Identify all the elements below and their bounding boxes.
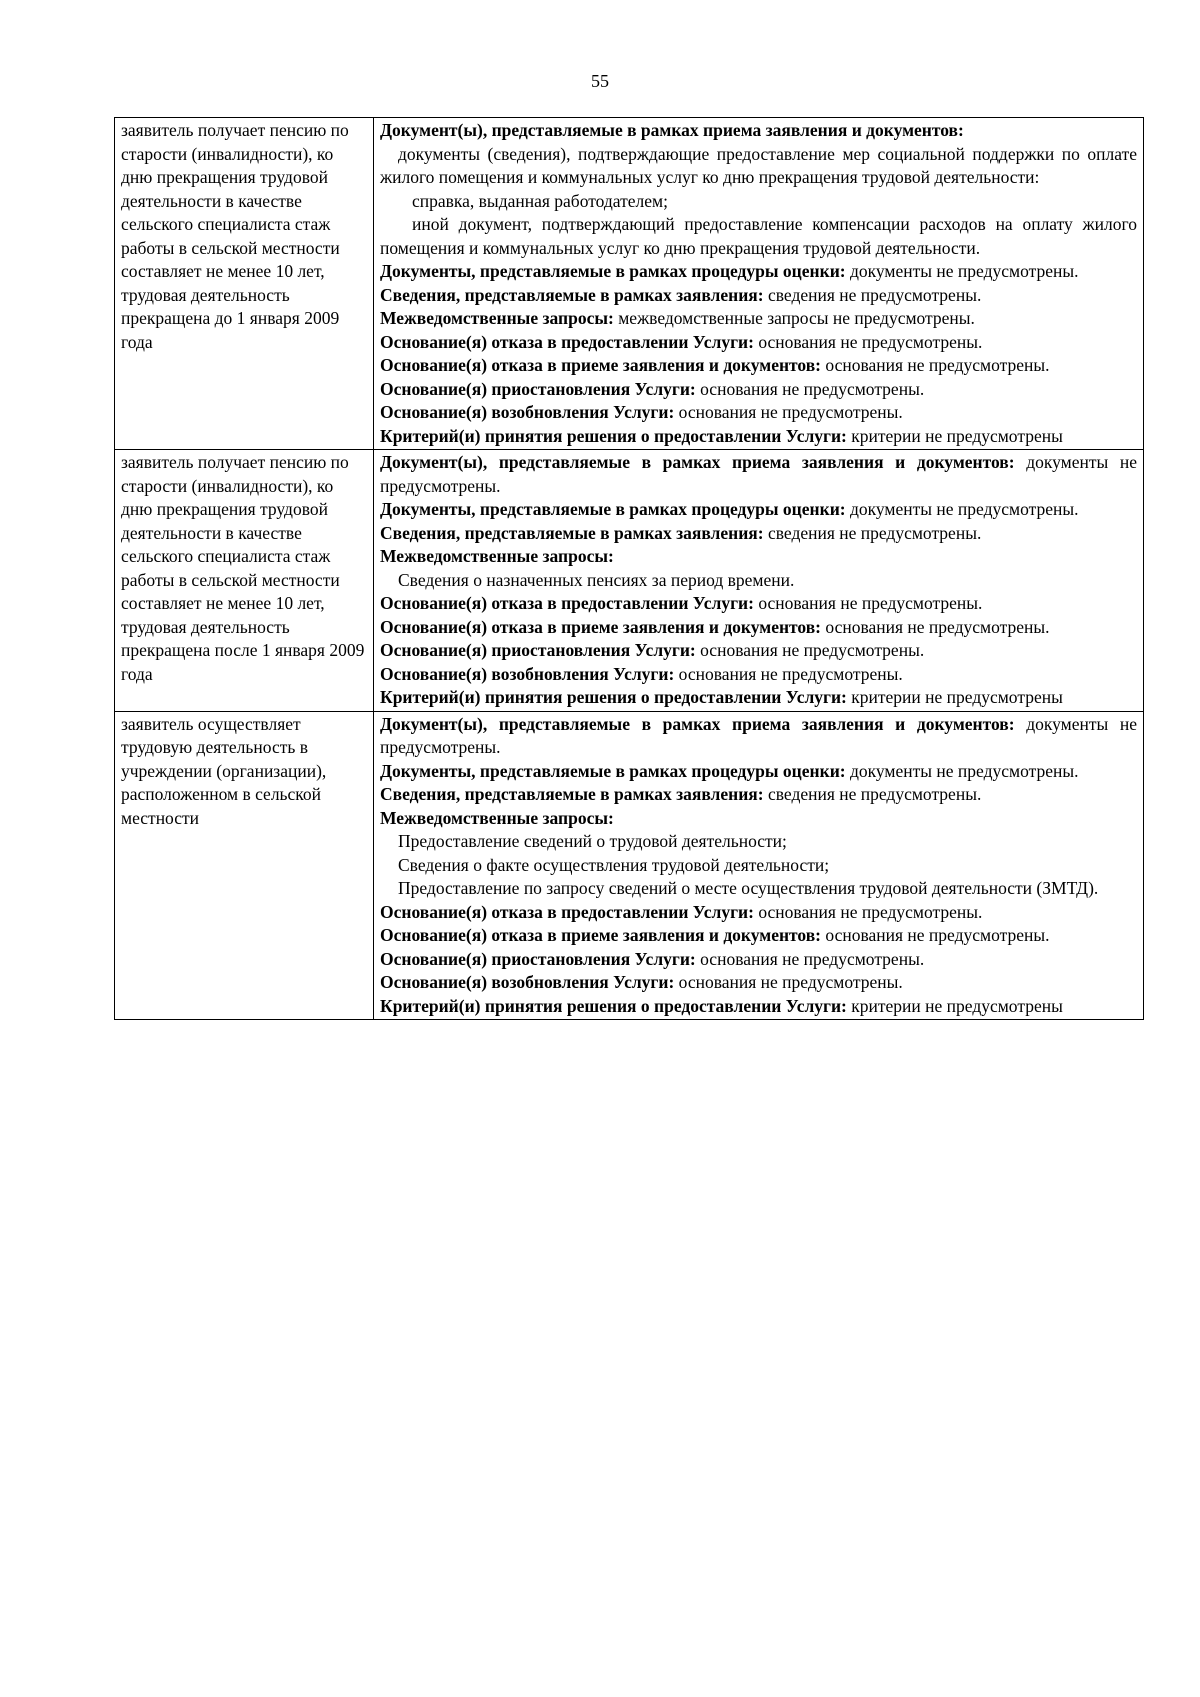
table-row xyxy=(115,450,1144,712)
criteria-line xyxy=(380,425,1137,449)
resume-value: основания не предусмотрены. xyxy=(678,972,903,992)
interagency-line xyxy=(380,545,1137,569)
docs-submitted-line xyxy=(380,451,1137,498)
refuse-service-line xyxy=(380,331,1137,355)
resume-label: Основание(я) возобновления Услуги: xyxy=(380,402,675,422)
table-row xyxy=(115,711,1144,1020)
refuse-service-line xyxy=(380,592,1137,616)
docs-submitted-line xyxy=(380,119,1137,143)
suspend-value: основания не предусмотрены. xyxy=(700,378,925,399)
interagency-item: Сведения о назначенных пенсиях за период времени. xyxy=(398,569,795,590)
refuse-service-value: основания не предусмотрены. xyxy=(758,331,983,352)
docs-assessment-line xyxy=(380,498,1137,522)
refuse-accept-label: Основание(я) отказа в приеме заявления и документов: xyxy=(380,355,822,375)
criteria-line xyxy=(380,686,1137,710)
interagency-value: межведомственные запросы не предусмотрены. xyxy=(618,308,975,328)
docs-submitted-item: иной документ, подтверждающий предоставление компенсации расходов на оплату жилого помещения и коммунальных услуг ко дню прекращения трудовой деятельности. xyxy=(380,214,1137,258)
suspend-value: основания не предусмотрены. xyxy=(700,640,925,660)
suspend-line xyxy=(380,639,1137,663)
info-value: сведения не предусмотрены. xyxy=(767,784,982,804)
table-row xyxy=(115,118,1144,450)
docs-assessment-value: документы не предусмотрены. xyxy=(850,499,1079,519)
description-cell xyxy=(374,118,1144,450)
suspend-value: основания не предусмотрены. xyxy=(700,948,925,969)
docs-submitted-line xyxy=(380,713,1137,760)
suspend-line xyxy=(380,378,1137,402)
suspend-line xyxy=(380,948,1137,972)
interagency-item: Сведения о факте осуществления трудовой деятельности; xyxy=(398,854,830,875)
interagency-item: Предоставление по запросу сведений о месте осуществления трудовой деятельности (ЗМТД). xyxy=(398,878,1099,898)
docs-submitted-label: Документ(ы), представляемые в рамках приема заявления и документов: xyxy=(380,452,1015,472)
criteria-value: критерии не предусмотрены xyxy=(851,687,1063,707)
refuse-accept-line xyxy=(380,354,1137,378)
refuse-accept-value: основания не предусмотрены. xyxy=(825,925,1050,945)
docs-assessment-label: Документы, представляемые в рамках процедуры оценки: xyxy=(380,261,846,281)
interagency-label: Межведомственные запросы: xyxy=(380,546,614,566)
docs-assessment-label: Документы, представляемые в рамках процедуры оценки: xyxy=(380,499,846,519)
refuse-service-label: Основание(я) отказа в предоставлении Услуги: xyxy=(380,331,754,352)
docs-assessment-line xyxy=(380,260,1137,284)
condition-cell: заявитель получает пенсию по старости (инвалидности), ко дню прекращения трудовой деятельности в качестве сельского специалиста стаж работы в сельской местности составляет не менее 10 лет, трудовая деятельность прекращена до 1 января 2009 года xyxy=(115,118,374,450)
refuse-service-value: основания не предусмотрены. xyxy=(758,593,983,613)
docs-submitted-item: документы (сведения), подтверждающие предоставление мер социальной поддержки по оплате жилого помещения и коммунальных услуг ко дню прекращения трудовой деятельности: xyxy=(380,143,1137,187)
suspend-label: Основание(я) приостановления Услуги: xyxy=(380,640,696,660)
condition-cell: заявитель осуществляет трудовую деятельность в учреждении (организации), расположенном в сельской местности xyxy=(115,711,374,1020)
service-conditions-table xyxy=(114,117,1144,1020)
refuse-accept-line xyxy=(380,924,1137,948)
info-line xyxy=(380,783,1137,807)
docs-assessment-label: Документы, представляемые в рамках процедуры оценки: xyxy=(380,760,846,781)
page-number: 55 xyxy=(591,71,609,91)
docs-submitted-value: документы не предусмотрены. xyxy=(380,713,1137,757)
docs-submitted-value: документы не предусмотрены. xyxy=(380,452,1137,496)
resume-line xyxy=(380,971,1137,995)
refuse-service-line xyxy=(380,901,1137,925)
refuse-service-label: Основание(я) отказа в предоставлении Услуги: xyxy=(380,593,754,613)
description-cell xyxy=(374,450,1144,712)
interagency-line xyxy=(380,807,1137,831)
docs-assessment-value: документы не предусмотрены. xyxy=(850,760,1079,781)
suspend-label: Основание(я) приостановления Услуги: xyxy=(380,378,696,399)
suspend-label: Основание(я) приостановления Услуги: xyxy=(380,948,696,969)
docs-assessment-line xyxy=(380,760,1137,784)
criteria-label: Критерий(и) принятия решения о предоставлении Услуги: xyxy=(380,425,847,446)
resume-line xyxy=(380,663,1137,687)
refuse-service-label: Основание(я) отказа в предоставлении Услуги: xyxy=(380,901,754,922)
refuse-accept-value: основания не предусмотрены. xyxy=(825,355,1050,375)
refuse-accept-line xyxy=(380,616,1137,640)
info-line xyxy=(380,522,1137,546)
interagency-line xyxy=(380,307,1137,331)
info-line xyxy=(380,284,1137,308)
resume-label: Основание(я) возобновления Услуги: xyxy=(380,663,675,684)
info-label: Сведения, представляемые в рамках заявления: xyxy=(380,784,764,804)
refuse-accept-label: Основание(я) отказа в приеме заявления и документов: xyxy=(380,925,822,945)
info-label: Сведения, представляемые в рамках заявления: xyxy=(380,284,764,305)
docs-submitted-label: Документ(ы), представляемые в рамках приема заявления и документов: xyxy=(380,120,964,140)
docs-submitted-label: Документ(ы), представляемые в рамках приема заявления и документов: xyxy=(380,713,1015,734)
criteria-line xyxy=(380,995,1137,1019)
criteria-label: Критерий(и) принятия решения о предоставлении Услуги: xyxy=(380,995,847,1016)
refuse-accept-label: Основание(я) отказа в приеме заявления и документов: xyxy=(380,616,822,637)
resume-value: основания не предусмотрены. xyxy=(678,663,903,684)
condition-cell: заявитель получает пенсию по старости (инвалидности), ко дню прекращения трудовой деятельности в качестве сельского специалиста стаж работы в сельской местности составляет не менее 10 лет, трудовая деятельность прекращена после 1 января 2009 года xyxy=(115,450,374,712)
resume-value: основания не предусмотрены. xyxy=(678,402,903,422)
criteria-value: критерии не предусмотрены xyxy=(851,425,1063,446)
info-value: сведения не предусмотрены. xyxy=(767,522,982,543)
docs-assessment-value: документы не предусмотрены. xyxy=(850,261,1079,281)
docs-submitted-item: справка, выданная работодателем; xyxy=(412,190,668,211)
criteria-label: Критерий(и) принятия решения о предоставлении Услуги: xyxy=(380,687,847,707)
interagency-label: Межведомственные запросы: xyxy=(380,807,614,828)
resume-line xyxy=(380,401,1137,425)
info-label: Сведения, представляемые в рамках заявления: xyxy=(380,522,764,543)
criteria-value: критерии не предусмотрены xyxy=(851,995,1063,1016)
refuse-service-value: основания не предусмотрены. xyxy=(758,901,983,922)
description-cell xyxy=(374,711,1144,1020)
refuse-accept-value: основания не предусмотрены. xyxy=(825,616,1050,637)
interagency-item: Предоставление сведений о трудовой деятельности; xyxy=(398,831,787,851)
interagency-label: Межведомственные запросы: xyxy=(380,308,614,328)
info-value: сведения не предусмотрены. xyxy=(767,284,982,305)
resume-label: Основание(я) возобновления Услуги: xyxy=(380,972,675,992)
